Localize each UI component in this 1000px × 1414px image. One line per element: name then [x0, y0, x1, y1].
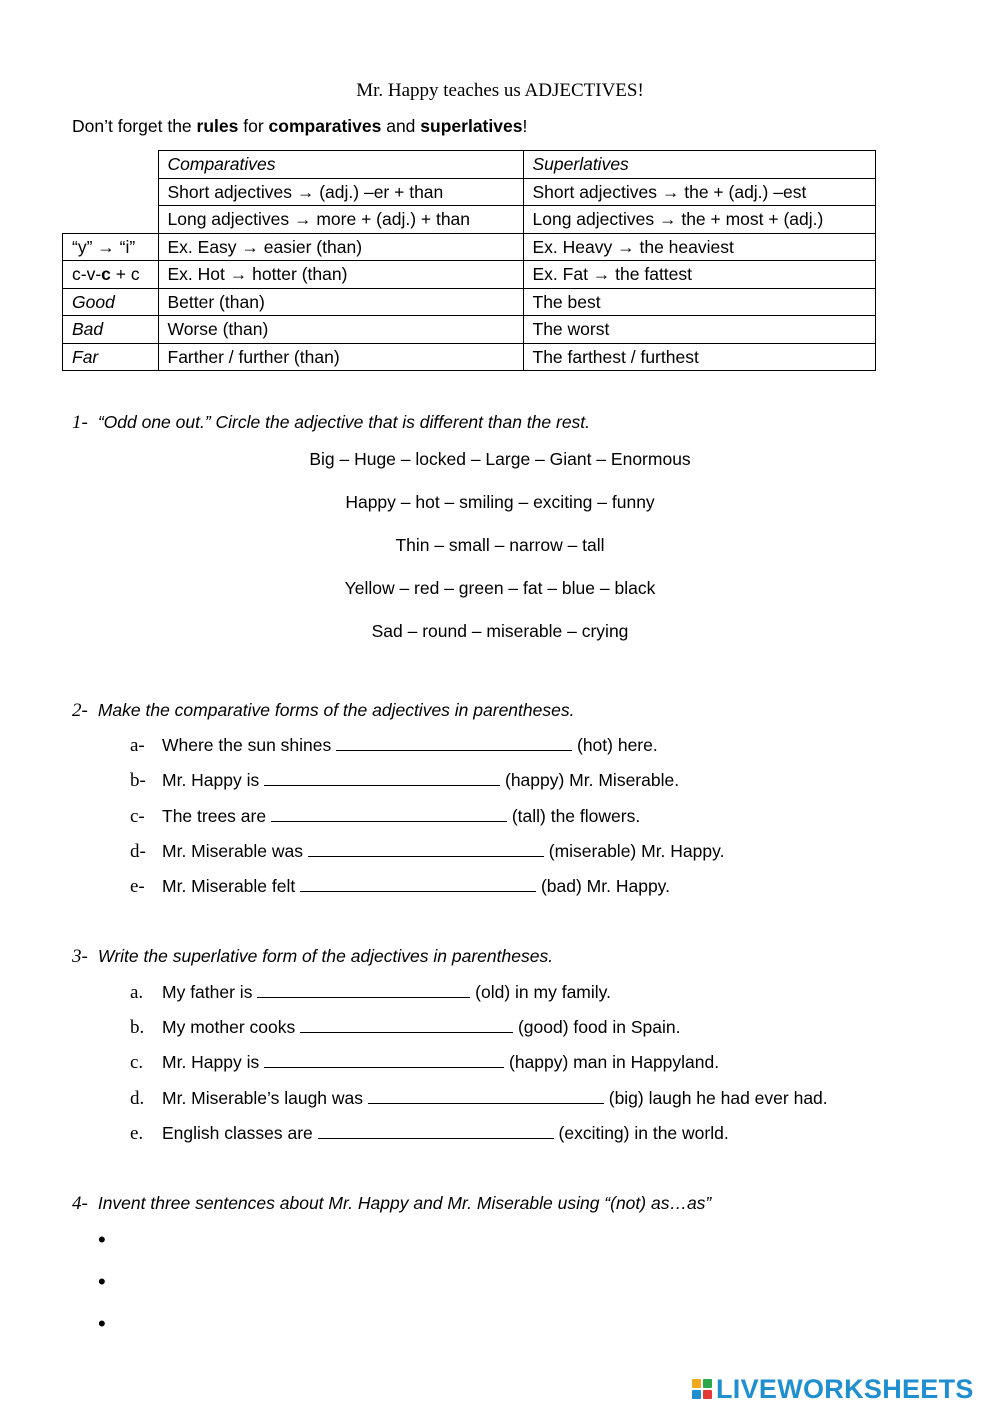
item-text: (hot) here.: [572, 735, 658, 755]
irregular-word: Far: [63, 343, 159, 371]
long-comparative-rule: Long adjectives → more + (adj.) + than: [158, 206, 523, 234]
item-text: English classes are: [162, 1123, 318, 1143]
table-row: [63, 206, 876, 234]
rules-text: Don’t forget the: [72, 116, 197, 136]
exercise-item: [130, 1123, 729, 1145]
sentence-bullet[interactable]: •: [98, 1311, 106, 1336]
answer-blank[interactable]: [368, 1089, 604, 1104]
answer-blank[interactable]: [271, 807, 507, 822]
header-superlatives: Superlatives: [523, 151, 875, 179]
table-row: [63, 261, 876, 289]
answer-blank[interactable]: [300, 877, 536, 892]
item-letter: e.: [130, 1123, 144, 1144]
section-number: 4-: [72, 1193, 88, 1214]
item-text: My father is: [162, 982, 258, 1002]
rule-cvc: [63, 261, 159, 289]
answer-blank[interactable]: [318, 1124, 554, 1139]
answer-blank[interactable]: [257, 983, 470, 998]
liveworksheets-logo: [692, 1374, 974, 1404]
item-text: (tall) the flowers.: [506, 806, 641, 826]
section-number: 3-: [72, 946, 88, 967]
item-text: (happy) Mr. Miserable.: [500, 770, 680, 790]
table-row: [63, 343, 876, 371]
exercise-item: [130, 841, 724, 863]
exercise-item: [130, 1052, 719, 1074]
item-text: (exciting) in the world.: [553, 1123, 729, 1143]
odd-one-out-line[interactable]: Big – Huge – locked – Large – Giant – Enormous: [309, 449, 691, 469]
item-text: (good) food in Spain.: [513, 1017, 681, 1037]
item-text: My mother cooks: [162, 1017, 301, 1037]
short-comparative-rule: Short adjectives → (adj.) –er + than: [158, 178, 523, 206]
odd-one-out-line[interactable]: Yellow – red – green – fat – blue – black: [344, 578, 656, 598]
table-row: [63, 288, 876, 316]
item-text: (bad) Mr. Happy.: [536, 876, 670, 896]
item-text: (happy) man in Happyland.: [504, 1052, 720, 1072]
empty-cell: [63, 178, 159, 206]
irregular-comparative: Worse (than): [158, 316, 523, 344]
answer-blank[interactable]: [300, 1018, 513, 1033]
exercise-item: [130, 806, 640, 828]
odd-one-out-line[interactable]: Happy – hot – smiling – exciting – funny: [345, 492, 655, 512]
section-3-title: [72, 946, 553, 968]
item-text: Where the sun shines: [162, 735, 337, 755]
section-number: 1-: [72, 412, 88, 433]
section-instruction: Invent three sentences about Mr. Happy and Mr. Miserable using “(not) as…as”: [97, 1193, 712, 1213]
item-text: (big) laugh he had ever had.: [603, 1088, 828, 1108]
rules-text: !: [522, 116, 528, 136]
irregular-superlative: The farthest / furthest: [523, 343, 875, 371]
rules-bold-superlatives: superlatives: [420, 116, 523, 136]
exercise-item: [130, 982, 611, 1004]
item-letter: d.: [130, 1088, 145, 1109]
answer-blank[interactable]: [336, 736, 572, 751]
section-4-title: [72, 1193, 711, 1215]
answer-blank[interactable]: [308, 842, 544, 857]
long-superlative-rule: Long adjectives → the + most + (adj.): [523, 206, 875, 234]
section-number: 2-: [72, 700, 88, 721]
exercise-item: [130, 735, 658, 757]
logo-square: [692, 1390, 701, 1399]
irregular-comparative: Better (than): [158, 288, 523, 316]
item-text: (old) in my family.: [470, 982, 611, 1002]
sentence-bullet[interactable]: •: [98, 1227, 106, 1252]
logo-grid-icon: [692, 1379, 712, 1399]
rule-cvc-bold: c: [101, 264, 111, 285]
item-text: Mr. Happy is: [162, 770, 265, 790]
item-letter: c.: [130, 1052, 144, 1073]
irregular-superlative: The best: [523, 288, 875, 316]
short-superlative-rule: Short adjectives → the + (adj.) –est: [523, 178, 875, 206]
logo-square: [703, 1379, 712, 1388]
odd-one-out-line[interactable]: Sad – round – miserable – crying: [371, 621, 629, 641]
rules-text: for: [238, 116, 269, 136]
odd-one-out-line[interactable]: Thin – small – narrow – tall: [395, 535, 605, 555]
item-letter: b.: [130, 1017, 145, 1038]
table-header-row: [63, 151, 876, 179]
irregular-word: Bad: [63, 316, 159, 344]
exercise-item: [130, 1017, 680, 1039]
grammar-rules-table: [62, 150, 876, 371]
header-comparatives: Comparatives: [158, 151, 523, 179]
item-letter: b-: [130, 770, 146, 791]
answer-blank[interactable]: [264, 1053, 504, 1068]
rules-bold-comparatives: comparatives: [268, 116, 382, 136]
table-row: [63, 316, 876, 344]
exercise-item: [130, 876, 670, 898]
item-text: (miserable) Mr. Happy.: [543, 841, 725, 861]
table-row: [63, 233, 876, 261]
answer-blank[interactable]: [264, 771, 500, 786]
example-fat: Ex. Fat → the fattest: [523, 261, 875, 289]
section-instruction: Make the comparative forms of the adjectives in parentheses.: [97, 700, 575, 720]
item-letter: a-: [130, 735, 145, 756]
example-easy: Ex. Easy → easier (than): [158, 233, 523, 261]
logo-square: [703, 1390, 712, 1399]
example-hot: Ex. Hot → hotter (than): [158, 261, 523, 289]
item-text: The trees are: [162, 806, 271, 826]
example-heavy: Ex. Heavy → the heaviest: [523, 233, 875, 261]
item-letter: e-: [130, 876, 145, 897]
rules-reminder: [72, 116, 527, 137]
table-row: [63, 178, 876, 206]
item-text: Mr. Miserable’s laugh was: [162, 1088, 368, 1108]
empty-cell: [63, 206, 159, 234]
section-2-title: [72, 700, 574, 722]
rule-cvc-text: + c: [110, 264, 140, 285]
item-text: Mr. Miserable felt: [162, 876, 301, 896]
section-1-title: [72, 412, 590, 434]
rule-y-to-i: “y” → “i”: [63, 233, 159, 261]
section-instruction: “Odd one out.” Circle the adjective that is different than the rest.: [97, 412, 591, 432]
rules-text: and: [381, 116, 421, 136]
rules-bold-rules: rules: [196, 116, 239, 136]
item-letter: c-: [130, 806, 145, 827]
exercise-item: [130, 770, 679, 792]
item-letter: d-: [130, 841, 146, 862]
rule-cvc-text: c-v-: [72, 264, 102, 285]
exercise-item: [130, 1088, 828, 1110]
logo-text: LIVEWORKSHEETS: [716, 1373, 974, 1404]
sentence-bullet[interactable]: •: [98, 1269, 106, 1294]
item-text: Mr. Miserable was: [162, 841, 308, 861]
section-instruction: Write the superlative form of the adjectives in parentheses.: [97, 946, 554, 966]
irregular-word: Good: [63, 288, 159, 316]
empty-cell: [63, 151, 159, 179]
item-text: Mr. Happy is: [162, 1052, 265, 1072]
irregular-superlative: The worst: [523, 316, 875, 344]
logo-square: [692, 1379, 701, 1388]
page-title: Mr. Happy teaches us ADJECTIVES!: [356, 80, 644, 101]
item-letter: a.: [130, 982, 144, 1003]
irregular-comparative: Farther / further (than): [158, 343, 523, 371]
